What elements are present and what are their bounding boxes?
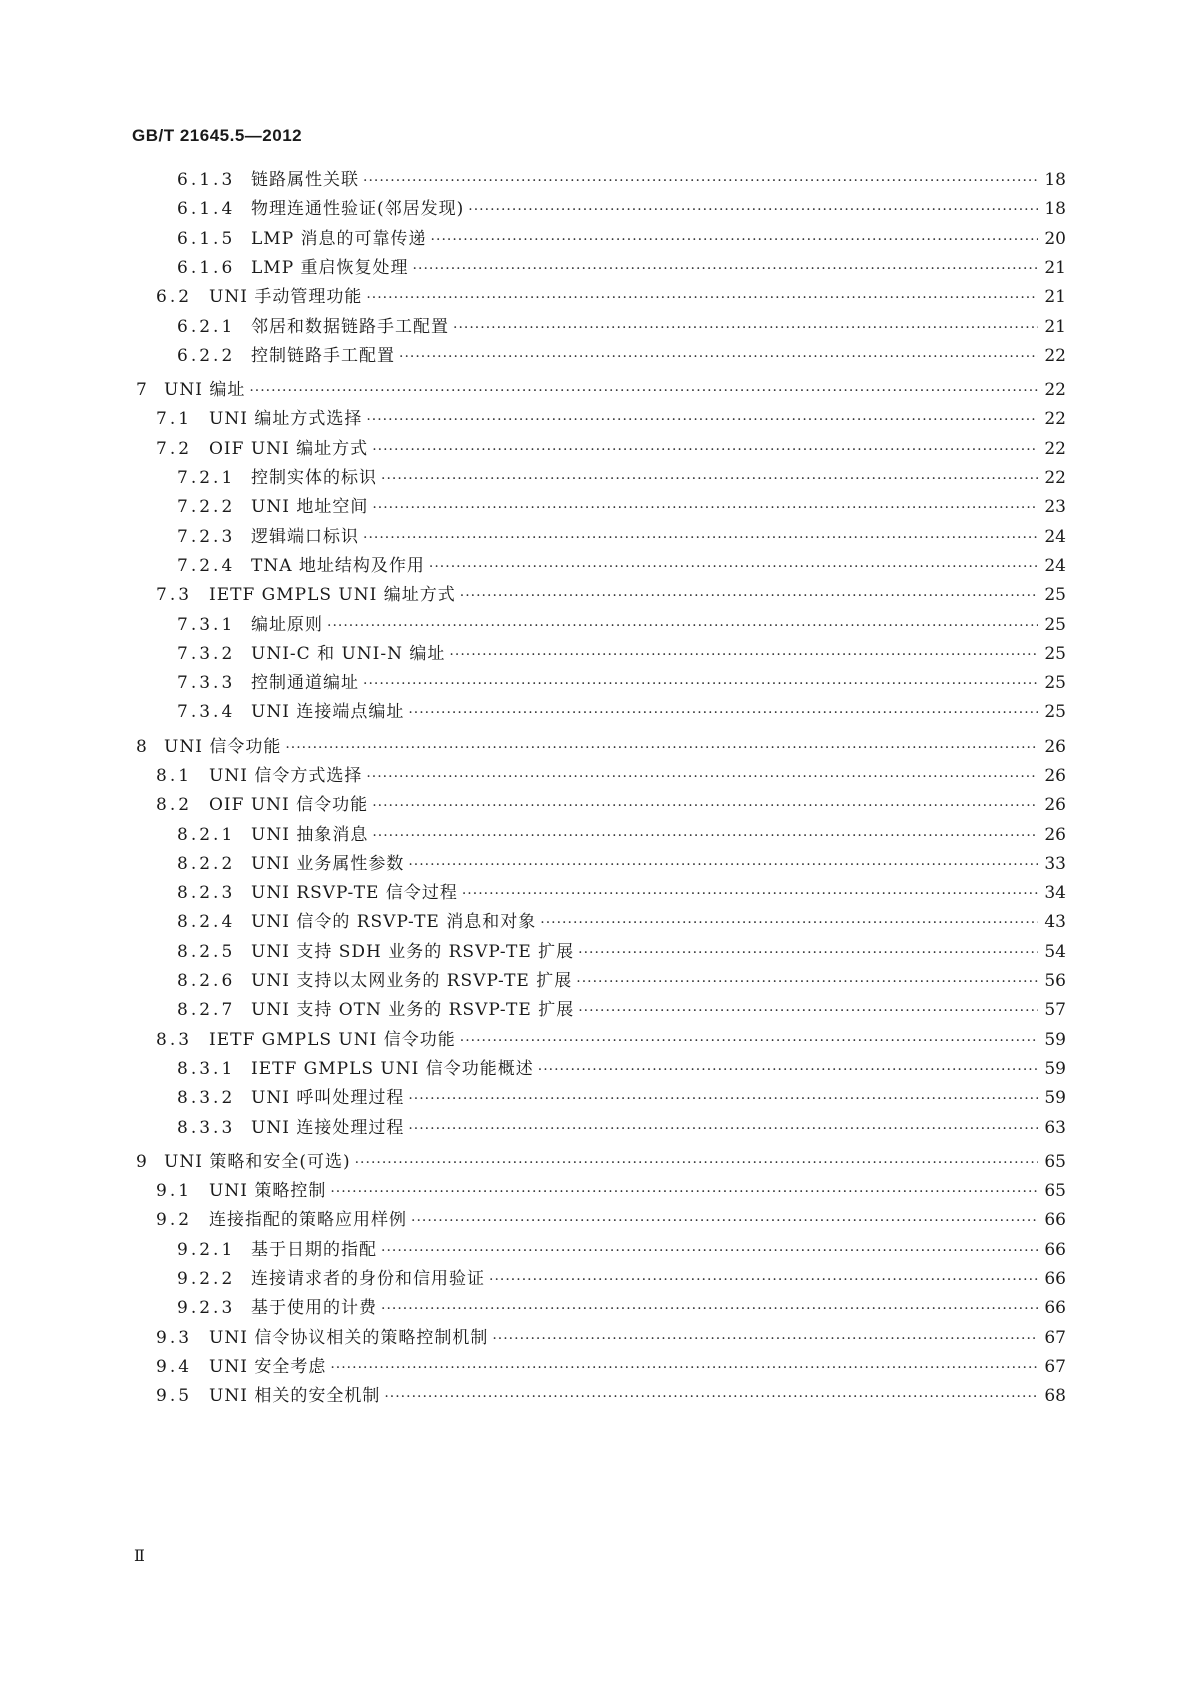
toc-leader-dots bbox=[408, 1117, 1038, 1141]
toc-entry bbox=[177, 852, 1066, 876]
toc-entry-title: UNI 安全考虑 bbox=[209, 1357, 327, 1377]
toc-entry-number: 8.3 bbox=[156, 1030, 193, 1050]
toc-leader-dots bbox=[285, 736, 1038, 760]
toc-entry bbox=[156, 437, 1066, 461]
toc-leader-dots bbox=[492, 1327, 1038, 1351]
toc-leader-dots bbox=[453, 316, 1038, 340]
toc-entry-number: 9.2.2 bbox=[177, 1269, 236, 1289]
toc-leader-dots bbox=[429, 555, 1038, 579]
toc-entry-title: UNI 支持 SDH 业务的 RSVP-TE 扩展 bbox=[251, 942, 575, 962]
toc-entry bbox=[177, 700, 1066, 724]
toc-entry-number: 9.2.3 bbox=[177, 1298, 236, 1318]
toc-leader-dots bbox=[576, 970, 1038, 994]
toc-entry-title: 物理连通性验证(邻居发现) bbox=[251, 199, 465, 219]
toc-entry bbox=[177, 910, 1066, 934]
toc-entry-number: 9.5 bbox=[156, 1386, 193, 1406]
toc-entry-number: 7.3 bbox=[156, 585, 193, 605]
toc-entry-number: 7.2.4 bbox=[177, 556, 236, 576]
toc-leader-dots bbox=[366, 765, 1038, 789]
toc-entry-number: 7.2 bbox=[156, 439, 193, 459]
toc-entry bbox=[156, 1208, 1066, 1232]
toc-leader-dots bbox=[372, 794, 1038, 818]
toc-entry bbox=[156, 1028, 1066, 1052]
toc-leader-dots bbox=[411, 1209, 1038, 1233]
page-number: Ⅱ bbox=[134, 1546, 146, 1565]
toc-leader-dots bbox=[468, 198, 1038, 222]
toc-entry-page: 66 bbox=[1044, 1240, 1066, 1260]
toc-entry-title: UNI 支持以太网业务的 RSVP-TE 扩展 bbox=[251, 971, 573, 991]
toc-entry-title: TNA 地址结构及作用 bbox=[251, 556, 425, 576]
toc-entry bbox=[177, 671, 1066, 695]
toc-entry-number: 8.2 bbox=[156, 795, 193, 815]
toc-leader-dots bbox=[381, 1297, 1038, 1321]
toc-entry-number: 8.1 bbox=[156, 766, 193, 786]
toc-entry-page: 22 bbox=[1044, 409, 1066, 429]
toc-entry-page: 56 bbox=[1044, 971, 1066, 991]
toc-entry-page: 18 bbox=[1044, 199, 1066, 219]
toc-entry-page: 21 bbox=[1044, 317, 1066, 337]
toc-entry-page: 21 bbox=[1044, 258, 1066, 278]
toc-entry-number: 7.3.4 bbox=[177, 702, 236, 722]
toc-leader-dots bbox=[384, 1385, 1038, 1409]
toc-entry bbox=[156, 407, 1066, 431]
toc-leader-dots bbox=[330, 1180, 1038, 1204]
toc-entry-title: UNI 信令协议相关的策略控制机制 bbox=[209, 1328, 489, 1348]
toc-entry-number: 6.1.6 bbox=[177, 258, 236, 278]
toc-entry-title: 控制链路手工配置 bbox=[251, 346, 395, 366]
toc-leader-dots bbox=[381, 1239, 1038, 1263]
toc-entry-page: 67 bbox=[1044, 1357, 1066, 1377]
toc-leader-dots bbox=[330, 1356, 1038, 1380]
toc-entry bbox=[177, 315, 1066, 339]
toc-entry-title: IETF GMPLS UNI 编址方式 bbox=[209, 585, 456, 605]
toc-entry-page: 63 bbox=[1044, 1118, 1066, 1138]
toc-entry-title: UNI 信令的 RSVP-TE 消息和对象 bbox=[251, 912, 537, 932]
toc-entry-number: 6.2.1 bbox=[177, 317, 236, 337]
toc-entry-page: 65 bbox=[1044, 1152, 1066, 1172]
toc-entry-page: 66 bbox=[1044, 1298, 1066, 1318]
toc-entry-title: 编址原则 bbox=[251, 615, 323, 635]
toc-entry-page: 25 bbox=[1044, 644, 1066, 664]
toc-entry-page: 34 bbox=[1044, 883, 1066, 903]
toc-entry bbox=[156, 583, 1066, 607]
toc-entry bbox=[177, 466, 1066, 490]
toc-entry-number: 7.2.1 bbox=[177, 468, 236, 488]
toc-entry-number: 9.4 bbox=[156, 1357, 193, 1377]
toc-entry bbox=[177, 969, 1066, 993]
toc-entry bbox=[177, 823, 1066, 847]
toc-entry bbox=[156, 1326, 1066, 1350]
toc-entry bbox=[177, 1238, 1066, 1262]
toc-leader-dots bbox=[578, 941, 1038, 965]
toc-entry-page: 25 bbox=[1044, 585, 1066, 605]
toc-entry-page: 24 bbox=[1044, 556, 1066, 576]
toc-entry-number: 8.3.2 bbox=[177, 1088, 236, 1108]
toc-entry-page: 26 bbox=[1044, 795, 1066, 815]
toc-leader-dots bbox=[366, 286, 1038, 310]
toc-entry-number: 8.2.4 bbox=[177, 912, 236, 932]
toc-entry-title: UNI 编址方式选择 bbox=[209, 409, 363, 429]
toc-leader-dots bbox=[538, 1058, 1039, 1082]
toc-leader-dots bbox=[327, 614, 1038, 638]
toc-leader-dots bbox=[462, 882, 1039, 906]
toc-entry-number: 6.2 bbox=[156, 287, 193, 307]
toc-entry bbox=[177, 495, 1066, 519]
toc-entry-title: UNI 信令功能 bbox=[164, 737, 282, 757]
toc-entry-number: 6.1.5 bbox=[177, 229, 236, 249]
toc-entry-title: UNI RSVP-TE 信令过程 bbox=[251, 883, 458, 903]
toc-entry-title: UNI 连接处理过程 bbox=[251, 1118, 405, 1138]
toc-leader-dots bbox=[408, 1087, 1038, 1111]
toc-entry-page: 22 bbox=[1044, 346, 1066, 366]
toc-leader-dots bbox=[363, 672, 1038, 696]
toc-entry-page: 22 bbox=[1044, 468, 1066, 488]
toc-entry-title: IETF GMPLS UNI 信令功能概述 bbox=[251, 1059, 534, 1079]
toc-entry-page: 33 bbox=[1044, 854, 1066, 874]
toc-entry bbox=[177, 344, 1066, 368]
toc-entry-number: 8 bbox=[136, 737, 150, 757]
toc-entry-number: 6.2.2 bbox=[177, 346, 236, 366]
toc-entry bbox=[177, 1267, 1066, 1291]
toc-entry-title: 基于日期的指配 bbox=[251, 1240, 377, 1260]
toc-entry-number: 9.3 bbox=[156, 1328, 193, 1348]
toc-entry-number: 9 bbox=[136, 1152, 150, 1172]
toc-entry-number: 8.2.2 bbox=[177, 854, 236, 874]
toc-entry-number: 8.2.7 bbox=[177, 1000, 236, 1020]
toc-entry bbox=[136, 1150, 1066, 1174]
toc-entry bbox=[156, 285, 1066, 309]
toc-entry-number: 7.2.3 bbox=[177, 527, 236, 547]
toc-entry-page: 24 bbox=[1044, 527, 1066, 547]
toc-entry-title: UNI 信令方式选择 bbox=[209, 766, 363, 786]
toc-leader-dots bbox=[408, 701, 1038, 725]
toc-entry-page: 66 bbox=[1044, 1269, 1066, 1289]
toc-entry-title: 连接指配的策略应用样例 bbox=[209, 1210, 407, 1230]
toc-leader-dots bbox=[363, 169, 1038, 193]
toc-entry-title: LMP 消息的可靠传递 bbox=[251, 229, 427, 249]
toc-entry-number: 7 bbox=[136, 380, 150, 400]
toc-leader-dots bbox=[460, 584, 1039, 608]
toc-entry-page: 26 bbox=[1044, 737, 1066, 757]
toc-entry bbox=[156, 1179, 1066, 1203]
toc-leader-dots bbox=[540, 911, 1038, 935]
toc-entry bbox=[177, 256, 1066, 280]
toc-entry-title: 控制实体的标识 bbox=[251, 468, 377, 488]
toc-leader-dots bbox=[355, 1151, 1039, 1175]
toc-entry-title: UNI 策略控制 bbox=[209, 1181, 327, 1201]
toc-entry-title: OIF UNI 信令功能 bbox=[209, 795, 369, 815]
toc-entry-title: 链路属性关联 bbox=[251, 170, 359, 190]
toc-entry-page: 65 bbox=[1044, 1181, 1066, 1201]
toc-entry bbox=[177, 554, 1066, 578]
toc-leader-dots bbox=[372, 496, 1038, 520]
toc-entry-page: 23 bbox=[1044, 497, 1066, 517]
toc-leader-dots bbox=[363, 526, 1038, 550]
toc-leader-dots bbox=[381, 467, 1038, 491]
toc-entry bbox=[177, 1116, 1066, 1140]
toc-entry-page: 20 bbox=[1044, 229, 1066, 249]
document-code-header: GB/T 21645.5—2012 bbox=[132, 126, 303, 145]
toc-entry bbox=[177, 197, 1066, 221]
toc-entry-title: 控制通道编址 bbox=[251, 673, 359, 693]
toc-entry-page: 25 bbox=[1044, 673, 1066, 693]
toc-entry-title: UNI 呼叫处理过程 bbox=[251, 1088, 405, 1108]
toc-leader-dots bbox=[399, 345, 1038, 369]
toc-entry-number: 7.2.2 bbox=[177, 497, 236, 517]
toc-entry-title: UNI 编址 bbox=[164, 380, 246, 400]
toc-entry-title: LMP 重启恢复处理 bbox=[251, 258, 409, 278]
toc-entry-page: 43 bbox=[1044, 912, 1066, 932]
toc-entry bbox=[177, 1086, 1066, 1110]
toc-entry-title: UNI 手动管理功能 bbox=[209, 287, 363, 307]
toc-entry-number: 7.1 bbox=[156, 409, 193, 429]
toc-leader-dots bbox=[413, 257, 1039, 281]
toc-entry bbox=[156, 793, 1066, 817]
toc-entry-page: 67 bbox=[1044, 1328, 1066, 1348]
toc-entry-title: UNI 业务属性参数 bbox=[251, 854, 405, 874]
toc-leader-dots bbox=[431, 228, 1039, 252]
toc-leader-dots bbox=[372, 438, 1038, 462]
toc-entry bbox=[136, 378, 1066, 402]
toc-entry-page: 66 bbox=[1044, 1210, 1066, 1230]
toc-entry bbox=[177, 642, 1066, 666]
toc-entry bbox=[156, 1384, 1066, 1408]
toc-entry-page: 21 bbox=[1044, 287, 1066, 307]
toc-entry bbox=[177, 940, 1066, 964]
toc-entry-number: 6.1.4 bbox=[177, 199, 236, 219]
toc-entry bbox=[177, 227, 1066, 251]
toc-entry-number: 8.2.1 bbox=[177, 825, 236, 845]
toc-entry-page: 59 bbox=[1044, 1088, 1066, 1108]
toc-entry bbox=[177, 1057, 1066, 1081]
toc-entry-page: 26 bbox=[1044, 825, 1066, 845]
toc-entry-number: 7.3.1 bbox=[177, 615, 236, 635]
toc-entry-title: UNI 地址空间 bbox=[251, 497, 369, 517]
toc-entry-title: 逻辑端口标识 bbox=[251, 527, 359, 547]
toc-entry-page: 59 bbox=[1044, 1059, 1066, 1079]
toc-entry-page: 18 bbox=[1044, 170, 1066, 190]
toc-leader-dots bbox=[408, 853, 1038, 877]
toc-entry-title: 基于使用的计费 bbox=[251, 1298, 377, 1318]
toc-entry-page: 22 bbox=[1044, 380, 1066, 400]
toc-entry-number: 9.1 bbox=[156, 1181, 193, 1201]
toc-entry bbox=[177, 1296, 1066, 1320]
toc-entry-number: 7.3.3 bbox=[177, 673, 236, 693]
toc-entry-page: 54 bbox=[1044, 942, 1066, 962]
toc-entry-number: 8.3.1 bbox=[177, 1059, 236, 1079]
toc-entry-title: 连接请求者的身份和信用验证 bbox=[251, 1269, 485, 1289]
toc-entry-number: 7.3.2 bbox=[177, 644, 236, 664]
toc-entry bbox=[136, 735, 1066, 759]
toc-leader-dots bbox=[249, 379, 1038, 403]
toc-entry-page: 68 bbox=[1044, 1386, 1066, 1406]
toc-entry bbox=[177, 168, 1066, 192]
toc-entry bbox=[177, 998, 1066, 1022]
toc-leader-dots bbox=[578, 999, 1038, 1023]
toc-entry bbox=[177, 881, 1066, 905]
toc-entry-title: UNI 策略和安全(可选) bbox=[164, 1152, 351, 1172]
toc-entry-number: 8.2.3 bbox=[177, 883, 236, 903]
toc-entry-title: UNI 相关的安全机制 bbox=[209, 1386, 381, 1406]
toc-entry-number: 6.1.3 bbox=[177, 170, 236, 190]
toc-entry bbox=[177, 613, 1066, 637]
toc-leader-dots bbox=[366, 408, 1038, 432]
toc-entry-number: 9.2.1 bbox=[177, 1240, 236, 1260]
toc-entry bbox=[156, 1355, 1066, 1379]
toc-entry-number: 9.2 bbox=[156, 1210, 193, 1230]
toc-entry-page: 26 bbox=[1044, 766, 1066, 786]
toc-entry bbox=[156, 764, 1066, 788]
toc-entry-page: 59 bbox=[1044, 1030, 1066, 1050]
toc-entry-page: 25 bbox=[1044, 615, 1066, 635]
toc-entry-page: 22 bbox=[1044, 439, 1066, 459]
toc-entry-number: 8.3.3 bbox=[177, 1118, 236, 1138]
toc-entry-title: UNI 抽象消息 bbox=[251, 825, 369, 845]
toc-entry-number: 8.2.5 bbox=[177, 942, 236, 962]
toc-entry-page: 25 bbox=[1044, 702, 1066, 722]
toc-leader-dots bbox=[449, 643, 1038, 667]
toc-entry-title: UNI 连接端点编址 bbox=[251, 702, 405, 722]
toc-entry bbox=[177, 525, 1066, 549]
toc-leader-dots bbox=[372, 824, 1038, 848]
toc-entry-title: 邻居和数据链路手工配置 bbox=[251, 317, 449, 337]
toc-entry-title: UNI-C 和 UNI-N 编址 bbox=[251, 644, 446, 664]
toc-entry-page: 57 bbox=[1044, 1000, 1066, 1020]
toc-entry-title: OIF UNI 编址方式 bbox=[209, 439, 369, 459]
toc-leader-dots bbox=[460, 1029, 1039, 1053]
toc-entry-title: IETF GMPLS UNI 信令功能 bbox=[209, 1030, 456, 1050]
toc-entry-title: UNI 支持 OTN 业务的 RSVP-TE 扩展 bbox=[251, 1000, 575, 1020]
toc-leader-dots bbox=[489, 1268, 1038, 1292]
toc-entry-number: 8.2.6 bbox=[177, 971, 236, 991]
